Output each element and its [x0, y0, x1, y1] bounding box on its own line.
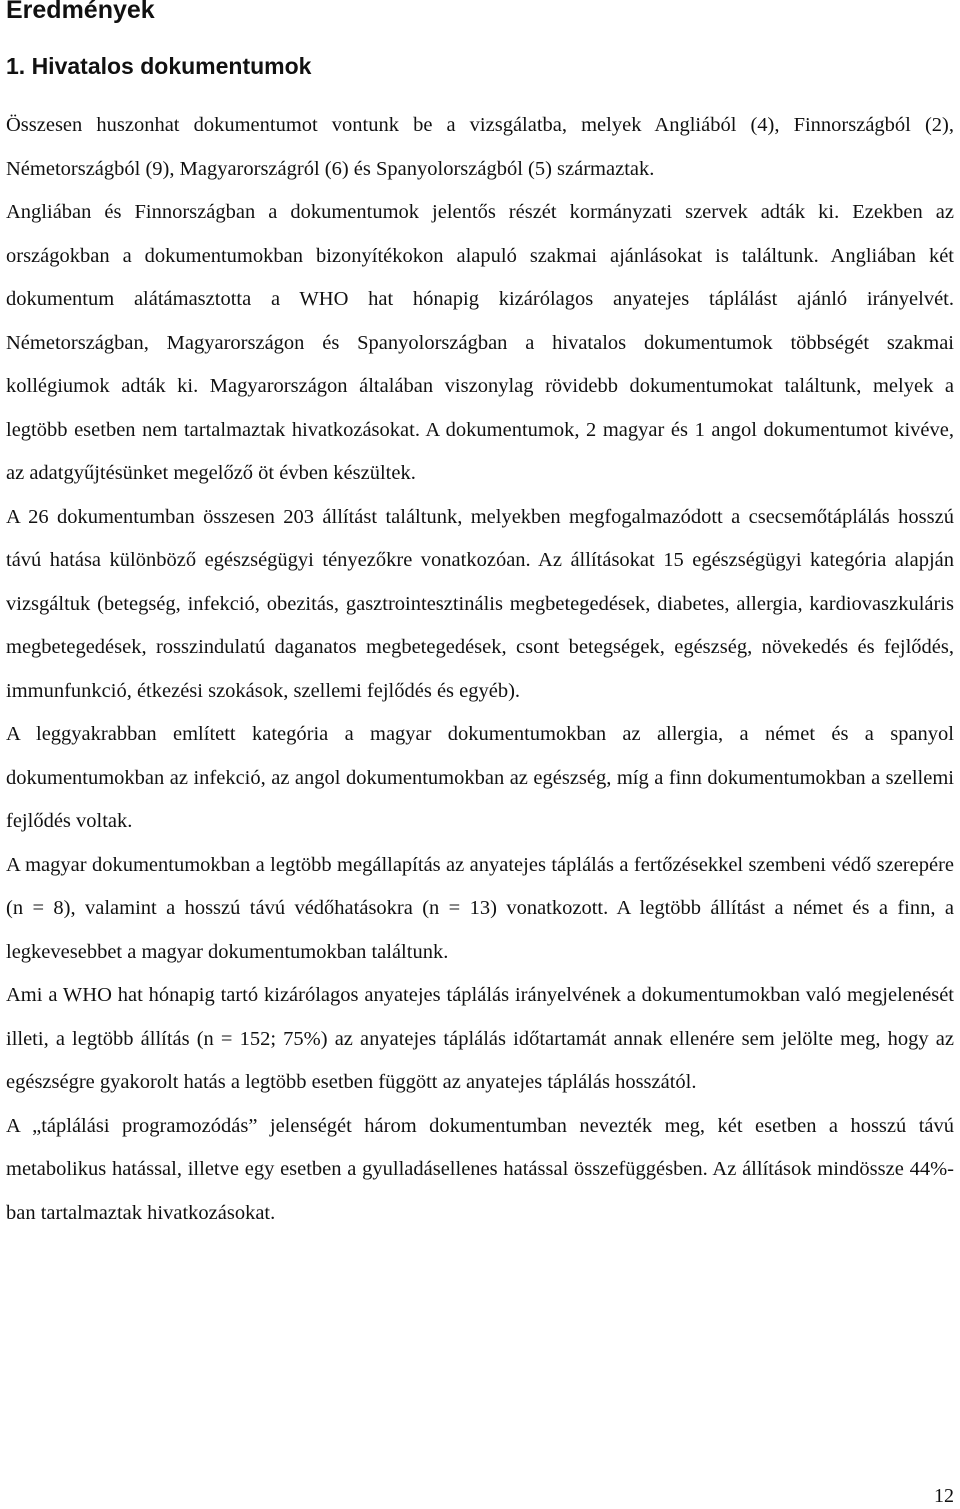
paragraph-7: A „táplálási programozódás” jelenségét három dokumentumban nevezték meg, két esetben a hosszú távú metabolikus hatással, illetve egy esetben a gyulladásellenes hatással összefüggésben. Az állítások mindössze 44%-ban tartalmaztak hivatkozásokat.	[6, 1114, 954, 1224]
body-text	[6, 104, 954, 1235]
paragraph-3: A 26 dokumentumban összesen 203 állítást találtunk, melyekben megfogalmazódott a csecsemőtáplálás hosszú távú hatása különböző egészségügyi tényezőkre vonatkozóan. Az állításokat 15 egészségügyi kategória alapján vizsgáltuk (betegség, infekció, obezitás, gasztrointesztinális megbetegedések, diabetes, allergia, kardiovaszkuláris megbetegedések, rosszindulatú daganatos megbetegedések, csont betegségek, egészség, növekedés és fejlődés, immunfunkció, étkezési szokások, szellemi fejlődés és egyéb).	[6, 505, 954, 702]
paragraph-4: A leggyakrabban említett kategória a magyar dokumentumokban az allergia, a német és a spanyol dokumentumokban az infekció, az angol dokumentumokban az egészség, míg a finn dokumentumokban a szellemi fejlődés voltak.	[6, 723, 954, 832]
paragraph-2: Angliában és Finnországban a dokumentumok jelentős részét kormányzati szervek adták ki. Ezekben az országokban a dokumentumokban bizonyítékokon alapuló szakmai ajánlásokat is találtunk. Angliában két dokumentum alátámasztotta a WHO hat hónapig kizárólagos anyatejes táplálást ajánló irányelvét. Németországban, Magyarországon és Spanyolországban a hivatalos dokumentumok többségét szakmai kollégiumok adták ki. Magyarországon általában viszonylag rövidebb dokumentumokat találtunk, melyek a legtöbb esetben nem tartalmaztak hivatkozásokat. A dokumentumok, 2 magyar és 1 angol dokumentumot kivéve, az adatgyűjtésünket megelőző öt évben készültek.	[6, 201, 954, 484]
page-number: 12	[934, 1485, 954, 1507]
paragraph-1: Összesen huszonhat dokumentumot vontunk be a vizsgálatba, melyek Angliából (4), Finnországból (2), Németországból (9), Magyarországról (6) és Spanyolországból (5) származtak.	[6, 114, 954, 180]
section-heading: 1. Hivatalos dokumentumok	[6, 53, 312, 79]
paragraph-6: Ami a WHO hat hónapig tartó kizárólagos anyatejes táplálás irányelvének a dokumentumokban való megjelenését illeti, a legtöbb állítás (n = 152; 75%) az anyatejes táplálás időtartamát annak ellenére sem jelölte meg, hogy az egészségre gyakorolt hatás a legtöbb esetben függött az anyatejes táplálás hosszától.	[6, 984, 954, 1093]
page-title: Eredmények	[6, 0, 155, 24]
paragraph-5: A magyar dokumentumokban a legtöbb megállapítás az anyatejes táplálás a fertőzésekkel szembeni védő szerepére (n = 8), valamint a hosszú távú védőhatásokra (n = 13) vonatkozott. A legtöbb állítást a német és a finn, a legkevesebbet a magyar dokumentumokban találtunk.	[6, 853, 954, 963]
